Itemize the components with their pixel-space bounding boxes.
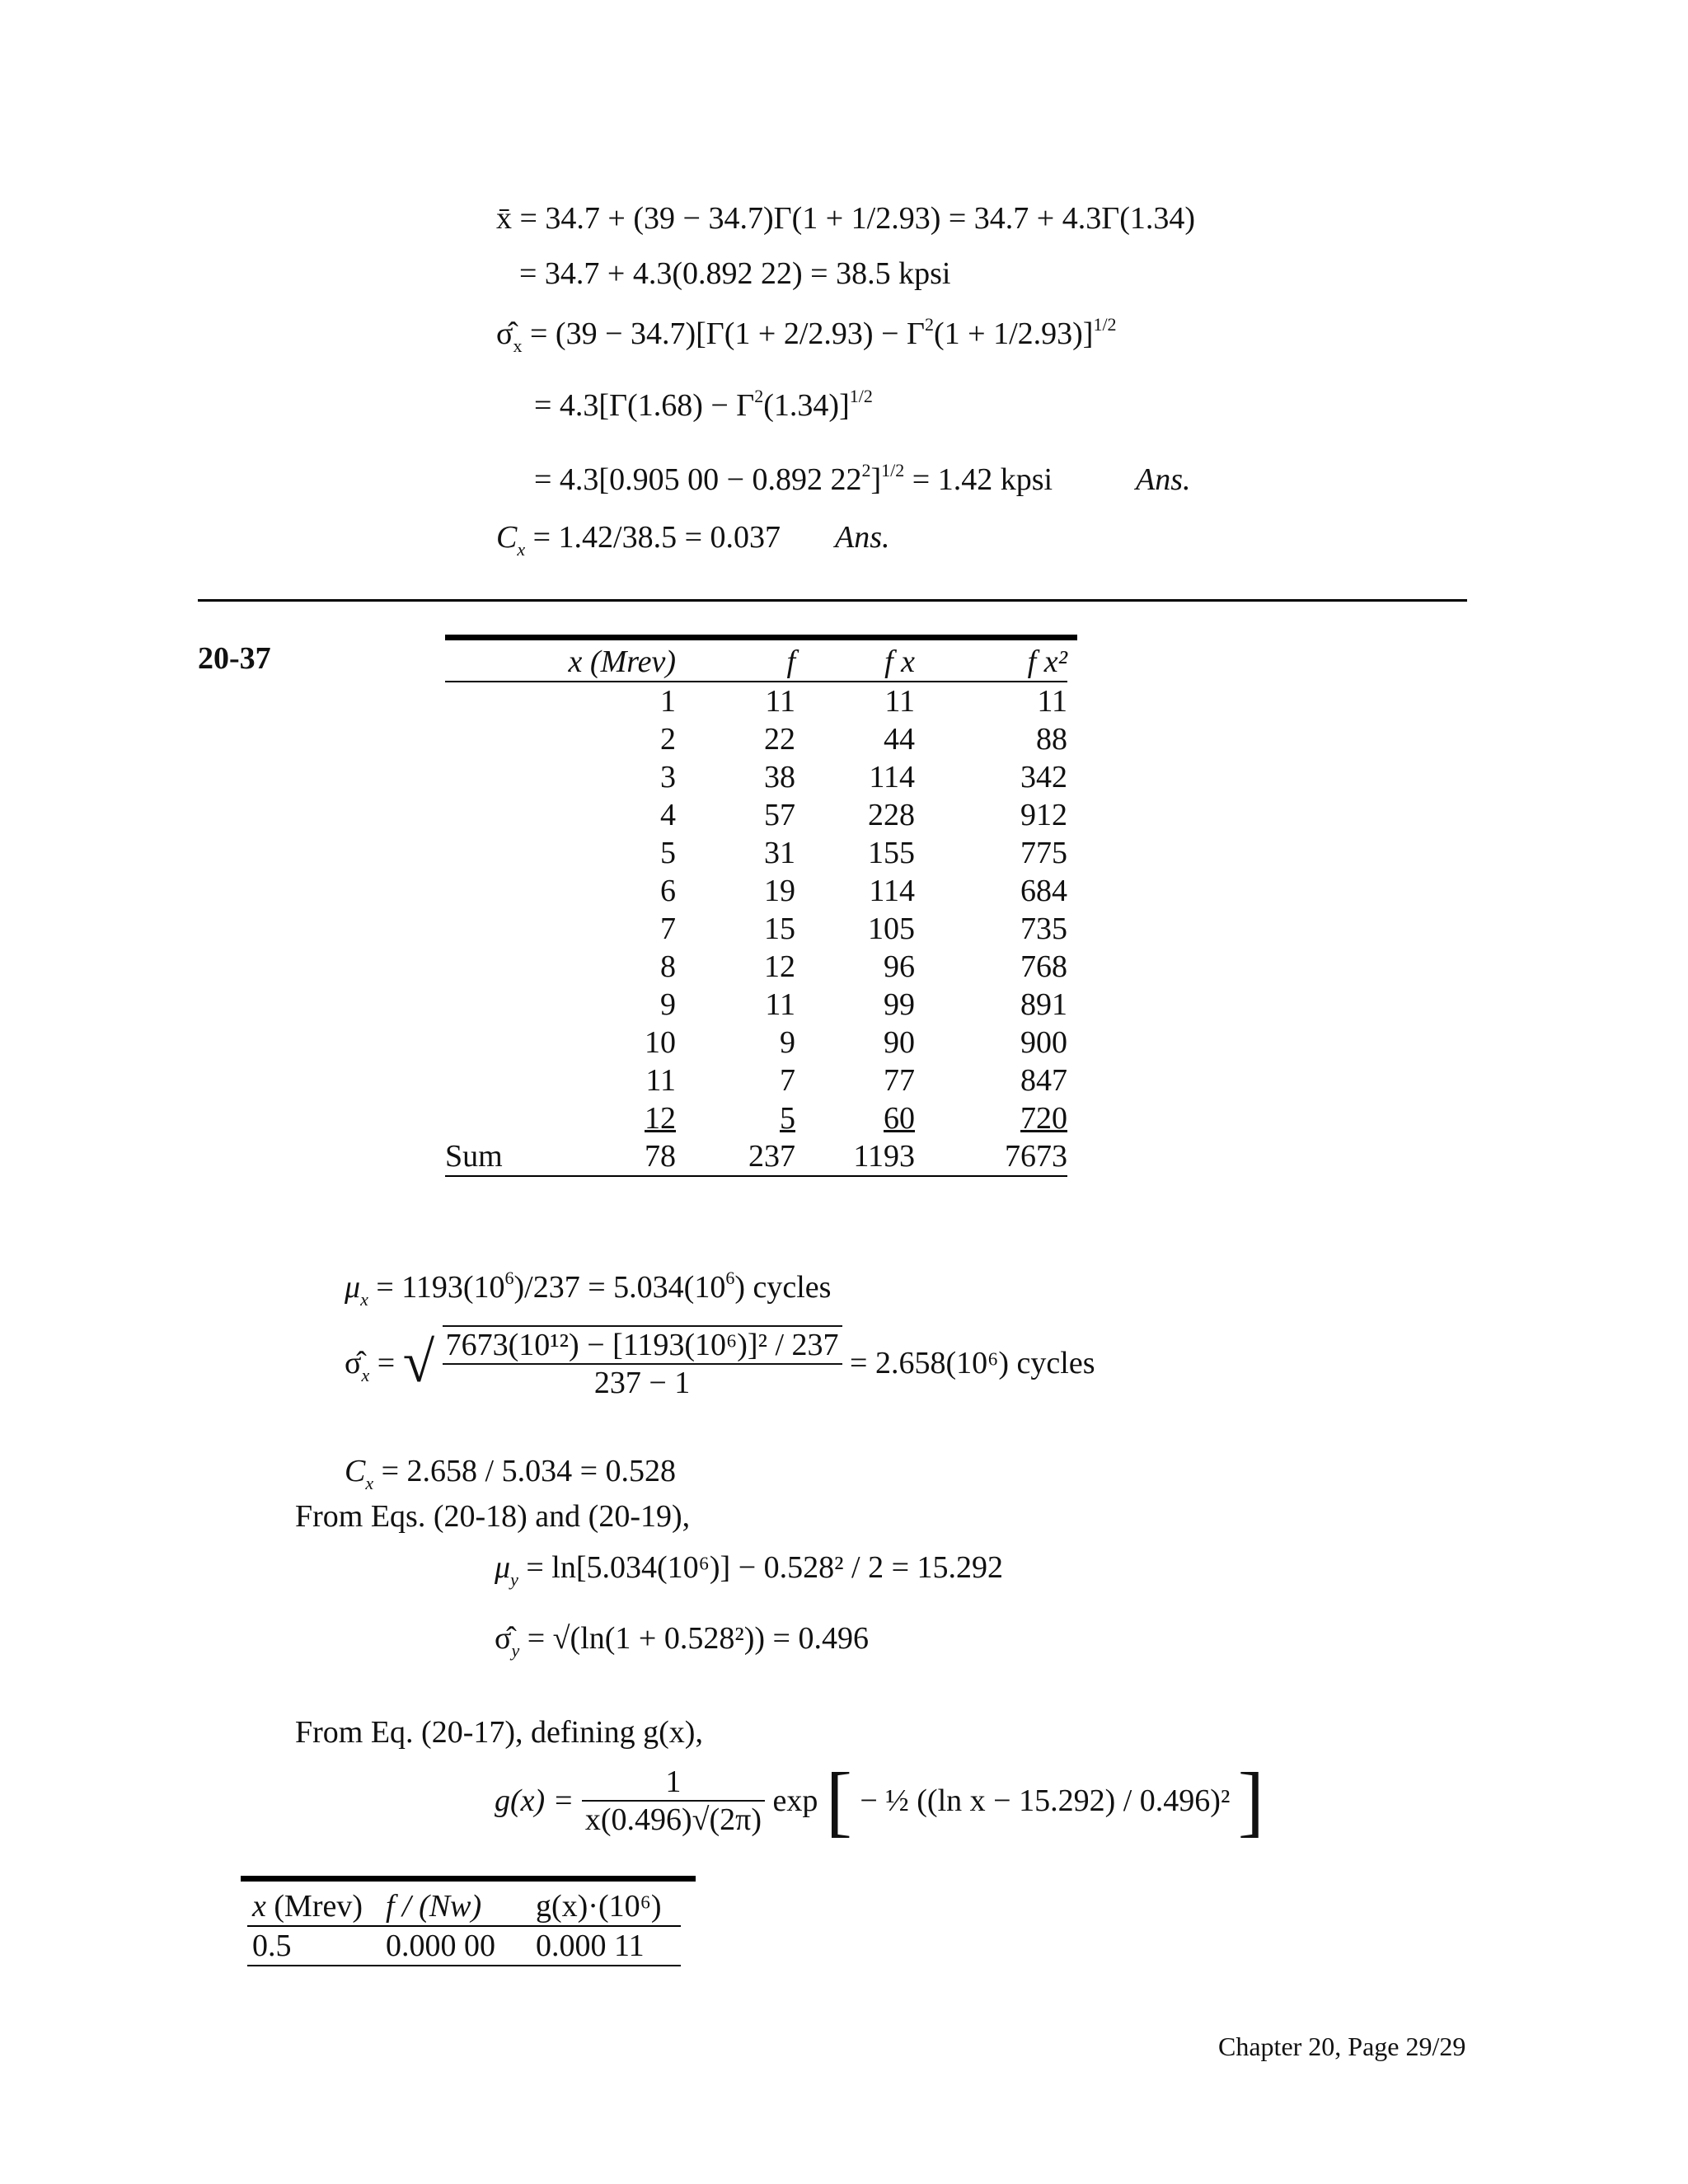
small-table-row: 0.5 0.000 00 0.000 11 xyxy=(247,1926,681,1966)
sigma-denominator: 237 − 1 xyxy=(443,1363,842,1401)
eq-sigma-x: $\sigmâ_x$ = √ $\frac{\text{7673(10¹²) − [1193(10⁶)]² / 237}}{237 - 1}$ = 2.658(10⁶) cycles xyxy=(345,1325,1095,1401)
eq-mean-line2: = 34.7 + 4.3(0.892 22) = 38.5 kpsi xyxy=(519,256,951,291)
table-header-row xyxy=(445,643,1067,682)
col-header-fx2: f x² xyxy=(1027,644,1067,679)
table-row: 9 11 99 891 xyxy=(660,987,1067,1022)
text-from-eqs: From Eqs. (20-18) and (20-19), xyxy=(295,1499,691,1534)
table-row: 12 5 60 720 xyxy=(645,1101,1067,1136)
eq-sigma-line3: = 4.3[0.905 00 − 0.892 $22^2]^{1/2} = 1.42$ kpsi xyxy=(534,460,1053,497)
small-table-top-rule xyxy=(241,1876,696,1882)
small-col-g: g(x)·(10⁶) xyxy=(536,1889,662,1924)
table-row: 8 12 96 768 xyxy=(660,949,1067,984)
table-row: 2 22 44 88 xyxy=(660,722,1067,757)
table-row: 7 15 105 735 xyxy=(660,912,1067,946)
table-sum-row: Sum 78 237 1193 7673 xyxy=(445,1137,1067,1176)
table-row: 6 19 114 684 xyxy=(660,874,1067,908)
table-row: 5 31 155 775 xyxy=(660,836,1067,870)
eq-g-x: g(x) = $\frac{1}{x(0.496)√(2\pi)}$ exp [ − ½ ((ln x − 15.292) / 0.496)² ] xyxy=(495,1756,1264,1844)
answer-label-1: Ans. xyxy=(1136,462,1191,497)
answer-label-2: Ans. xyxy=(835,520,890,555)
table-row: 10 9 90 900 xyxy=(645,1025,1067,1060)
table-row: 11 7 77 847 xyxy=(645,1063,1067,1098)
page-footer: Chapter 20, Page 29/29 xyxy=(1218,2032,1466,2061)
eq-cx: $C_x = 2.658 / 5.034 = 0.528$ xyxy=(345,1454,677,1493)
col-header-x: x (Mrev) xyxy=(568,644,676,679)
small-col-x: x (Mrev) xyxy=(252,1889,363,1924)
eq-mu-x: $\mu_x = 1193(10^6)/237 = 5.034(10^6)$ cycles xyxy=(345,1268,832,1310)
eq-sigma-y: $\sigmâ_y = √(\ln(1 + 0.528^2)) = 0.496$ xyxy=(495,1621,869,1661)
problem-number: 20-37 xyxy=(198,641,271,676)
eq-mu-y: $\mu_y = \ln[5.034(10^6)] - 0.528^2 / 2 = 15.292$ xyxy=(495,1550,1004,1590)
sigma-numerator: 7673(10¹²) − [1193(10⁶)]² / 237 xyxy=(445,1328,839,1362)
col-header-f: f xyxy=(786,644,795,679)
table-row: 3 38 114 342 xyxy=(660,760,1067,794)
text-from-eq: From Eq. (20-17), defining g(x), xyxy=(295,1715,703,1750)
table-top-rule xyxy=(445,635,1077,640)
eq-sigma-line2: = $4.3[\Gamma(1.68) - \Gamma^2(1.34)]^{1/2}$ xyxy=(534,386,873,423)
section-divider xyxy=(198,599,1467,602)
eq-mean-line1: x̄ = 34.7 + (39 − 34.7)Γ(1 + 1/2.93) = 34.7 + 4.3Γ(1.34) xyxy=(496,201,1196,236)
eq-cov: $C_x = 1.42/38.5 = 0.037$ xyxy=(496,520,781,560)
small-table-header-row xyxy=(247,1887,681,1926)
col-header-fx: f x xyxy=(884,644,915,679)
eq-sigma-line1: $\sigmâ_x = (39 - 34.7)[\Gamma(1 + 2/2.93) - \Gamma^2(1 + 1/2.93)]^{1/2}$ xyxy=(496,314,1117,356)
sigma-result: = 2.658(10⁶) cycles xyxy=(850,1346,1095,1380)
frequency-table xyxy=(445,643,1067,1177)
table-row: 4 57 228 912 xyxy=(660,798,1067,832)
table-row: 1 11 11 11 xyxy=(660,684,1067,719)
density-table xyxy=(247,1887,681,1966)
small-col-f: f / (Nw) xyxy=(386,1889,482,1924)
